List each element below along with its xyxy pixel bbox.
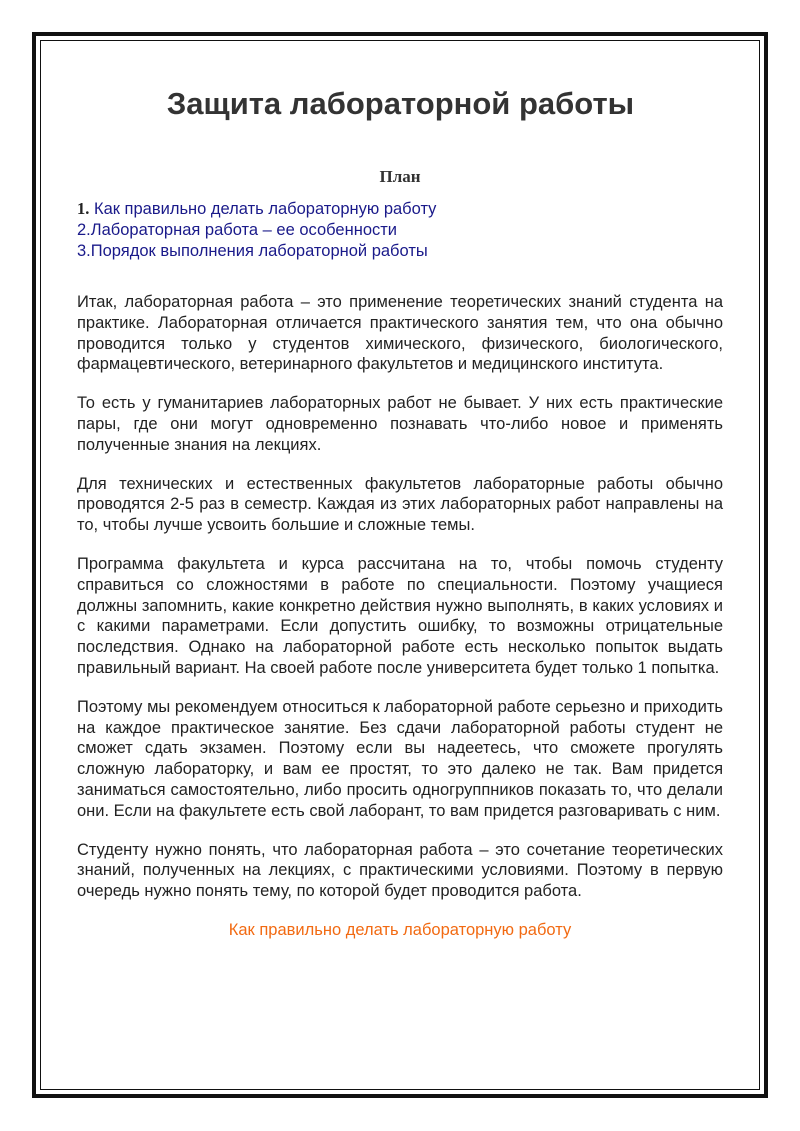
plan-item-link[interactable]: Лабораторная работа – ее особенности: [90, 221, 398, 239]
plan-item-link[interactable]: Порядок выполнения лабораторной работы: [90, 242, 428, 260]
plan-item-link[interactable]: Как правильно делать лабораторную работу: [89, 200, 437, 218]
paragraph-1: Итак, лабораторная работа – это применение теоретических знаний студента на практике. Лабораторная отличается практического занятия тем, что она обычно проводится только у студентов химического, физического, биологического, фармацевтического, ветеринарного факультетов и медицинского института.: [77, 293, 723, 374]
paragraph-3: Для технических и естественных факультетов лабораторные работы обычно проводятся 2-5 раз в семестр. Каждая из этих лабораторных работ направлены на то, чтобы лучше усвоить большие и сложные темы.: [77, 474, 723, 535]
document-title: Защита лабораторной работы: [166, 86, 635, 121]
article-text: [77, 292, 723, 902]
plan-list: [77, 198, 723, 262]
plan-item-3[interactable]: [77, 241, 723, 262]
plan-item-number: 3.: [77, 242, 91, 260]
paragraph-5: Поэтому мы рекомендуем относиться к лабораторной работе серьезно и приходить на каждое практическое занятие. Без сдачи лабораторной работы студент не сможет сдать экзамен. Поэтому если вы надеетесь, что сможете прогулять сложную лабораторку, и вам ее простят, то это далеко не так. Вам придется заниматься самостоятельно, либо просить одногруппников показать то, что делали они. Если на факультете есть свой лаборант, то вам придется разговаривать с ним.: [77, 697, 723, 820]
paragraph-6: Студенту нужно понять, что лабораторная работа – это сочетание теоретических знаний, полученных на лекциях, с практическими условиями. Поэтому в первую очередь нужно понять тему, по которой будет проводится работа.: [77, 840, 723, 901]
plan-item-number: 1.: [77, 199, 90, 218]
paragraph-4: Программа факультета и курса рассчитана на то, чтобы помочь студенту справиться со сложностями в работе по специальности. Поэтому учащиеся должны запомнить, какие конкретно действия нужно выполнять, в каких условиях и с какими параметрами. Если допустить ошибку, то возможны отрицательные последствия. Однако на лабораторной работе есть несколько попыток выдать правильный вариант. На своей работе после университета будет только 1 попытка.: [77, 554, 723, 677]
plan-heading: План: [379, 167, 421, 186]
plan-item-2[interactable]: [77, 220, 723, 241]
document-body: [77, 84, 723, 941]
plan-item-1[interactable]: [77, 198, 723, 220]
footer-link[interactable]: Как правильно делать лабораторную работу: [228, 920, 572, 939]
plan-item-number: 2.: [77, 221, 91, 239]
paragraph-2: То есть у гуманитариев лабораторных работ не бывает. У них есть практические пары, где они могут одновременно познавать что-либо новое и применять полученные знания на лекциях.: [77, 394, 723, 454]
